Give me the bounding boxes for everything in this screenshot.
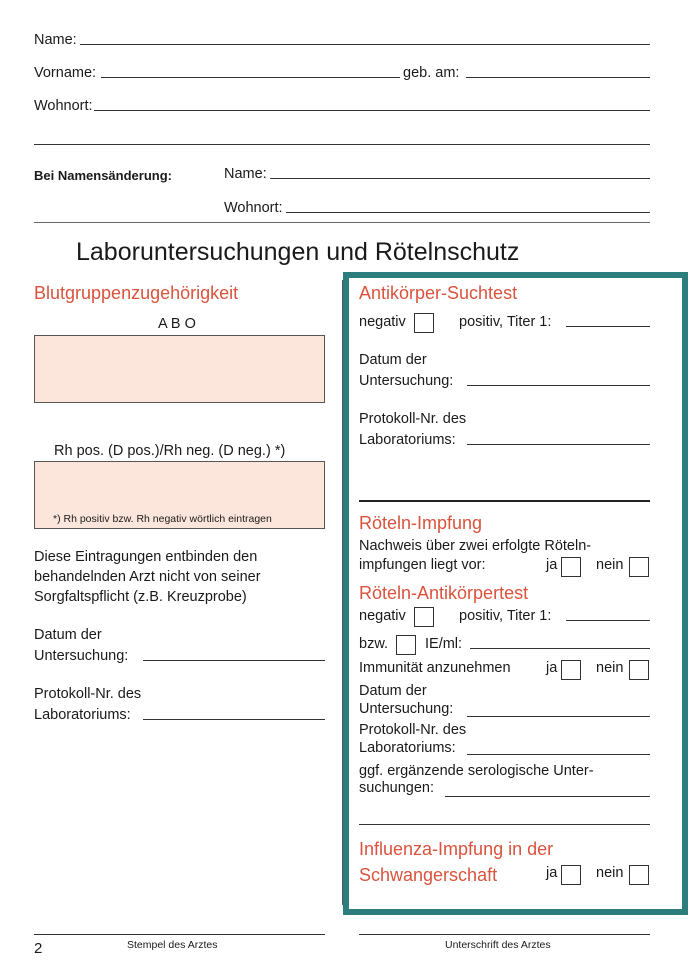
influenza-ja-label: ja	[546, 865, 558, 881]
rubella-titer-field[interactable]	[566, 620, 650, 621]
geb-label: geb. am:	[403, 65, 460, 81]
disclaimer-line-3: Sorgfaltspflicht (z.B. Kreuzprobe)	[34, 589, 247, 605]
antibody-datum-label-1: Datum der	[359, 352, 427, 368]
bzw-checkbox[interactable]	[396, 635, 416, 655]
immunitaet-label: Immunität anzunehmen	[359, 660, 511, 676]
nachweis-label-1: Nachweis über zwei erfolgte Röteln-	[359, 538, 592, 554]
stamp-field[interactable]	[34, 934, 325, 935]
section-divider	[359, 500, 650, 502]
name-change-wohnort-field[interactable]	[286, 212, 650, 213]
rubella-positiv-label: positiv, Titer 1:	[459, 608, 552, 624]
influenza-heading-2: Schwangerschaft	[359, 865, 498, 885]
name-field[interactable]	[80, 44, 650, 45]
left-datum-label-2: Untersuchung:	[34, 648, 129, 664]
rh-footnote: *) Rh positiv bzw. Rh negativ wörtlich eintragen	[53, 513, 272, 525]
influenza-nein-label: nein	[596, 865, 624, 881]
bzw-label: bzw.	[359, 636, 389, 652]
nachweis-ja-label: ja	[546, 557, 558, 573]
wohnort-field[interactable]	[94, 110, 650, 111]
left-protokoll-field[interactable]	[143, 719, 325, 720]
ie-ml-label: IE/ml:	[425, 636, 463, 652]
nachweis-nein-label: nein	[596, 557, 624, 573]
antibody-negativ-checkbox[interactable]	[414, 313, 434, 333]
page-number: 2	[34, 940, 43, 957]
wohnort-field-2[interactable]	[34, 144, 650, 145]
rubella-protokoll-field[interactable]	[467, 754, 650, 755]
antibody-protokoll-label-1: Protokoll-Nr. des	[359, 411, 467, 427]
abo-field[interactable]	[34, 335, 325, 403]
antibody-protokoll-field[interactable]	[467, 444, 650, 445]
antibody-protokoll-label-2: Laboratoriums:	[359, 432, 456, 448]
rubella-negativ-checkbox[interactable]	[414, 607, 434, 627]
signature-field[interactable]	[359, 934, 650, 935]
immunitaet-nein-checkbox[interactable]	[629, 660, 649, 680]
immunitaet-ja-checkbox[interactable]	[561, 660, 581, 680]
influenza-ja-checkbox[interactable]	[561, 865, 581, 885]
nachweis-nein-checkbox[interactable]	[629, 557, 649, 577]
disclaimer-line-2: behandelnden Arzt nicht von seiner	[34, 569, 261, 585]
stamp-label: Stempel des Arztes	[127, 939, 218, 951]
blood-group-heading: Blutgruppenzugehörigkeit	[34, 283, 239, 303]
name-change-label: Bei Namensänderung:	[34, 168, 172, 183]
rubella-negativ-label: negativ	[359, 608, 406, 624]
antibody-negativ-label: negativ	[359, 314, 406, 330]
serolog-label-1: ggf. ergänzende serologische Unter-	[359, 763, 594, 779]
rubella-protokoll-label-1: Protokoll-Nr. des	[359, 722, 467, 738]
vorname-field[interactable]	[101, 77, 400, 78]
rubella-protokoll-label-2: Laboratoriums:	[359, 740, 456, 756]
vorname-label: Vorname:	[34, 65, 97, 81]
disclaimer-line-1: Diese Eintragungen entbinden den	[34, 549, 258, 565]
antibody-datum-field[interactable]	[467, 385, 650, 386]
geb-field[interactable]	[466, 77, 650, 78]
nachweis-label-2: impfungen liegt vor:	[359, 557, 486, 573]
divider	[34, 222, 650, 223]
rubella-antibody-heading: Röteln-Antikörpertest	[359, 583, 529, 603]
immunitaet-ja-label: ja	[546, 660, 558, 676]
name-change-name-label: Name:	[224, 166, 267, 182]
left-protokoll-label-1: Protokoll-Nr. des	[34, 686, 142, 702]
name-change-wohnort-label: Wohnort:	[224, 200, 283, 216]
rubella-datum-label-1: Datum der	[359, 683, 427, 699]
name-change-name-field[interactable]	[270, 178, 650, 179]
antibody-heading: Antikörper-Suchtest	[359, 283, 518, 303]
antibody-datum-label-2: Untersuchung:	[359, 373, 454, 389]
left-protokoll-label-2: Laboratoriums:	[34, 707, 131, 723]
immunitaet-nein-label: nein	[596, 660, 624, 676]
antibody-positiv-label: positiv, Titer 1:	[459, 314, 552, 330]
wohnort-label: Wohnort:	[34, 98, 93, 114]
antibody-titer-field[interactable]	[566, 326, 650, 327]
influenza-nein-checkbox[interactable]	[629, 865, 649, 885]
influenza-heading-1: Influenza-Impfung in der	[359, 839, 554, 859]
left-datum-label-1: Datum der	[34, 627, 102, 643]
rh-label: Rh pos. (D pos.)/Rh neg. (D neg.) *)	[54, 443, 286, 459]
left-datum-field[interactable]	[143, 660, 325, 661]
serolog-field[interactable]	[445, 796, 650, 797]
name-label: Name:	[34, 32, 77, 48]
abo-label: A B O	[158, 316, 196, 332]
rubella-datum-label-2: Untersuchung:	[359, 701, 454, 717]
page-title: Laboruntersuchungen und Rötelnschutz	[76, 238, 520, 266]
ie-ml-field[interactable]	[470, 648, 650, 649]
serolog-label-2: suchungen:	[359, 780, 434, 796]
signature-label: Unterschrift des Arztes	[445, 939, 551, 951]
rubella-vaccination-heading: Röteln-Impfung	[359, 513, 483, 533]
rubella-datum-field[interactable]	[467, 716, 650, 717]
serolog-field-2[interactable]	[359, 824, 650, 825]
nachweis-ja-checkbox[interactable]	[561, 557, 581, 577]
